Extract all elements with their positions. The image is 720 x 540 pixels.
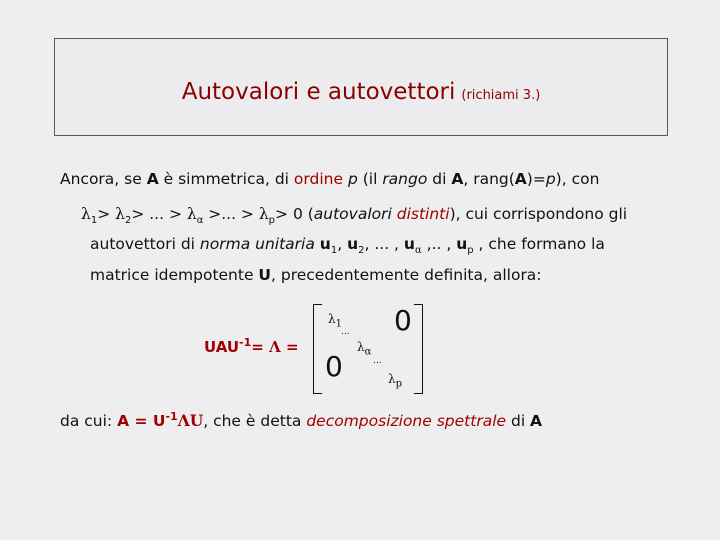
term-distinti: distinti bbox=[396, 205, 450, 223]
matrix-zero-top: 0 bbox=[394, 304, 412, 337]
text: di bbox=[427, 170, 452, 188]
text: )= bbox=[526, 170, 546, 188]
lambda-symbol: λ bbox=[258, 205, 269, 223]
subscript: α bbox=[196, 215, 204, 227]
term-decomposizione-spettrale: decomposizione spettrale bbox=[306, 412, 507, 431]
text: matrice idempotente bbox=[90, 266, 259, 284]
paragraph-line-2 bbox=[81, 205, 627, 226]
formula: = U bbox=[129, 412, 166, 431]
matrix-right-bracket bbox=[414, 304, 423, 394]
var-p: p bbox=[545, 170, 556, 188]
matrix-entry-lambda-alpha bbox=[357, 340, 371, 357]
lambda-symbol: λ bbox=[115, 205, 125, 223]
text: , che formano la bbox=[473, 235, 605, 253]
conclusion-line bbox=[60, 410, 542, 430]
text: > 0 ( bbox=[275, 205, 314, 223]
text: da cui: bbox=[60, 412, 118, 431]
text: >... > bbox=[203, 205, 259, 223]
text: autovettori di bbox=[90, 235, 200, 253]
text: è simmetrica, di bbox=[158, 170, 294, 188]
text: > ... > bbox=[131, 205, 187, 223]
matrix-dots: ... bbox=[373, 356, 382, 366]
paragraph-line-3 bbox=[90, 235, 605, 256]
lambda-symbol: λ bbox=[328, 312, 336, 326]
text: di bbox=[506, 412, 531, 431]
text: Ancora, se bbox=[60, 170, 147, 188]
superscript: -1 bbox=[239, 336, 252, 349]
vector-u: u bbox=[456, 235, 468, 253]
text: , che è detta bbox=[203, 412, 307, 431]
text: ), cui corrispondono gli bbox=[449, 205, 628, 223]
text: , bbox=[337, 235, 348, 253]
subscript: p bbox=[395, 378, 403, 390]
matrix-entry-lambda-p bbox=[388, 372, 402, 389]
paragraph-line-1 bbox=[60, 170, 599, 188]
subscript: 1 bbox=[335, 318, 342, 330]
matrix-A: A bbox=[146, 170, 159, 188]
text: , precedentemente definita, allora: bbox=[271, 266, 542, 284]
subscript: α bbox=[414, 245, 422, 257]
equation-lhs bbox=[204, 336, 299, 356]
subscript: p bbox=[268, 215, 276, 227]
superscript: -1 bbox=[165, 410, 178, 423]
text: ,.. , bbox=[421, 235, 457, 253]
matrix-A: A bbox=[530, 412, 543, 431]
matrix-A: A bbox=[514, 170, 527, 188]
text: = bbox=[251, 338, 270, 356]
subscript: 2 bbox=[358, 245, 365, 257]
lambda-symbol: λ bbox=[388, 372, 396, 386]
subscript: 1 bbox=[330, 245, 338, 257]
vector-u: u bbox=[347, 235, 359, 253]
title-main: Autovalori e autovettori bbox=[181, 79, 456, 105]
slide-title bbox=[55, 79, 667, 105]
vector-u: u bbox=[403, 235, 415, 253]
lambda-symbol: λ bbox=[357, 340, 365, 354]
paragraph-line-4 bbox=[90, 266, 542, 284]
text: (il bbox=[357, 170, 383, 188]
text: , rang( bbox=[463, 170, 515, 188]
matrix-left-bracket bbox=[313, 304, 322, 394]
subscript: 2 bbox=[124, 215, 132, 227]
text: ), con bbox=[555, 170, 600, 188]
subscript: p bbox=[467, 245, 474, 257]
lambda-symbol: λ bbox=[81, 205, 91, 223]
subscript: 1 bbox=[90, 215, 98, 227]
lambda-capital: Λ bbox=[269, 338, 281, 356]
matrix-A: A bbox=[451, 170, 464, 188]
matrix-entry-lambda-1 bbox=[328, 312, 342, 329]
matrix-A: A bbox=[117, 412, 130, 431]
var-p: p bbox=[347, 170, 358, 188]
subscript: α bbox=[364, 346, 372, 358]
text: , ... , bbox=[364, 235, 404, 253]
text: = bbox=[280, 338, 299, 356]
text: > bbox=[97, 205, 116, 223]
vector-u: u bbox=[319, 235, 331, 253]
term-ordine: ordine bbox=[293, 170, 344, 188]
title-box bbox=[54, 38, 668, 136]
lambda-symbol: λ bbox=[186, 205, 197, 223]
matrix-U: U bbox=[258, 266, 272, 284]
matrix-zero-bottom: 0 bbox=[325, 350, 343, 383]
matrix-dots: ... bbox=[341, 327, 350, 337]
term-rango: rango bbox=[382, 170, 428, 188]
term-norma-unitaria: norma unitaria bbox=[199, 235, 315, 253]
formula: ΛU bbox=[177, 411, 204, 431]
term-autovalori: autovalori bbox=[313, 205, 392, 223]
title-sub: (richiami 3.) bbox=[461, 88, 541, 103]
text: UAU bbox=[204, 338, 240, 356]
